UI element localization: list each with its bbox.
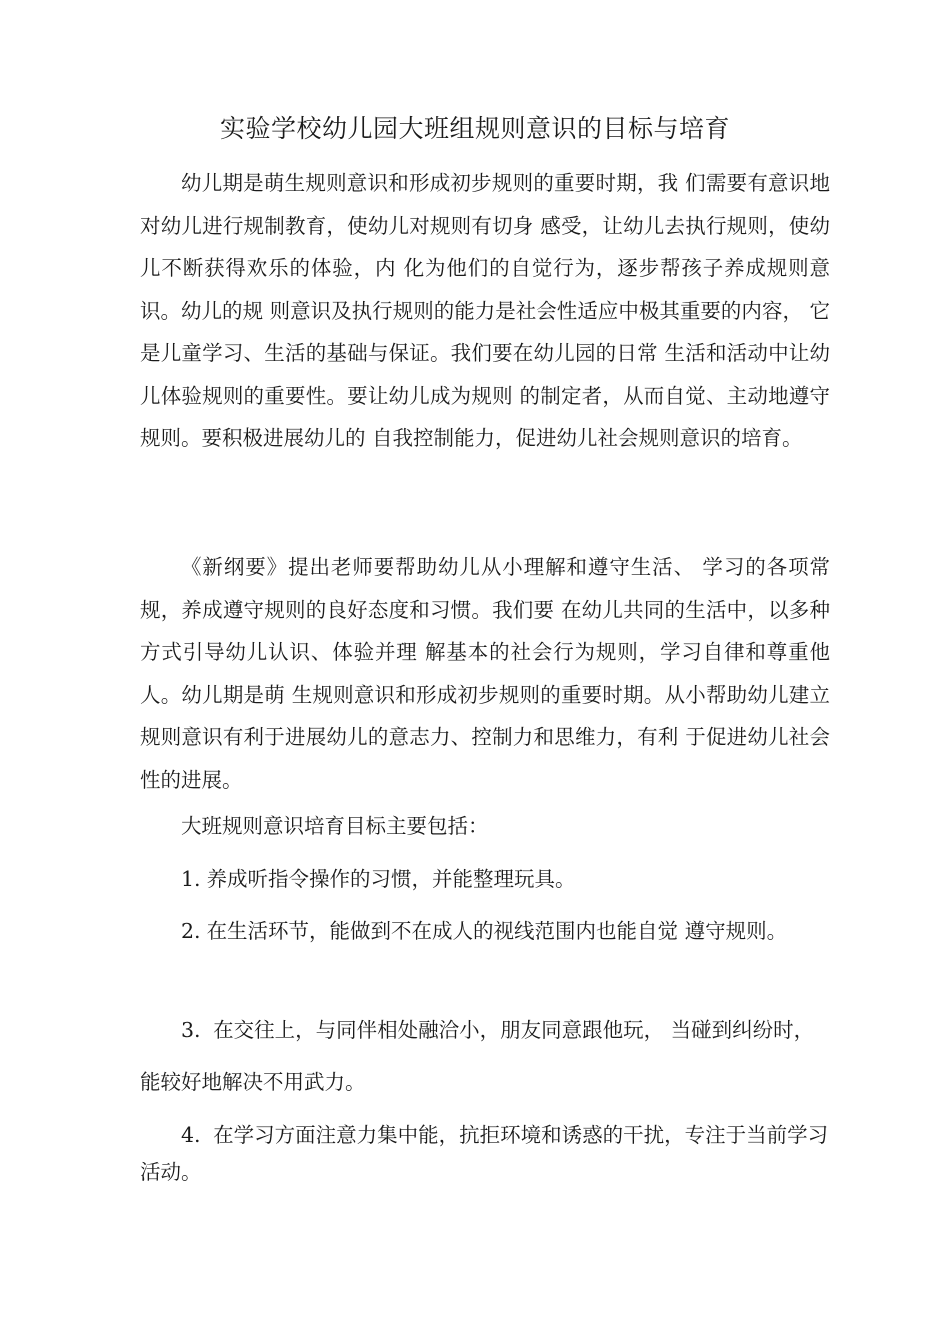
paragraph-goals-heading: 大班规则意识培育目标主要包括： [181, 814, 489, 838]
goal-number: 1. [181, 867, 201, 891]
goal-number: 3. [181, 1018, 201, 1042]
goal-item-3 [140, 1004, 830, 1108]
goal-text: 养成听指令操作的习惯，并能整理玩具。 [206, 867, 576, 891]
goal-text: 在交往上，与同伴相处融洽小，朋友同意跟他玩， 当碰到纠纷时，能较好地解决不用武力。 [140, 1018, 815, 1094]
goal-text: 在生活环节，能做到不在成人的视线范围内也能自觉 遵守规则。 [206, 919, 788, 943]
paragraph-guideline: 《新纲要》提出老师要帮助幼儿从小理解和遵守生活、 学习的各项常规，养成遵守规则的良好态度和习惯。我们要 在幼儿共同的生活中，以多种方式引导幼儿认识、体验并理 解基本的社会行为规则，学习自律和尊重他人。幼儿期是萌 生规则意识和形成初步规则的重要时期。从小帮助幼儿建立 规则意识有利于进展幼儿的意志力、控制力和思维力，有利 于促进幼儿社会性的进展。 [140, 555, 830, 792]
goal-item-2 [140, 905, 830, 957]
goal-number: 2. [181, 919, 201, 943]
goal-item-1 [140, 858, 830, 900]
goal-text: 在学习方面注意力集中能，抗拒环境和诱惑的干扰，专注于当前学习活动。 [140, 1123, 829, 1184]
document-title: 实验学校幼儿园大班组规则意识的目标与培育 [219, 114, 730, 143]
goal-item-4 [140, 1117, 830, 1191]
paragraph-intro: 幼儿期是萌生规则意识和形成初步规则的重要时期，我 们需要有意识地对幼儿进行规制教育，使幼儿对规则有切身 感受，让幼儿去执行规则，使幼儿不断获得欢乐的体验，内 化为他们的自觉行为，逐步帮孩子养成规则意识。幼儿的规 则意识及执行规则的能力是社会性适应中极其重要的内容， 它是儿童学习、生活的基础与保证。我们要在幼儿园的日常 生活和活动中让幼儿体验规则的重要性。要让幼儿成为规则 的制定者，从而自觉、主动地遵守规则。要积极进展幼儿的 自我控制能力，促进幼儿社会规则意识的培育。 [140, 171, 830, 450]
goal-number: 4. [181, 1123, 201, 1147]
